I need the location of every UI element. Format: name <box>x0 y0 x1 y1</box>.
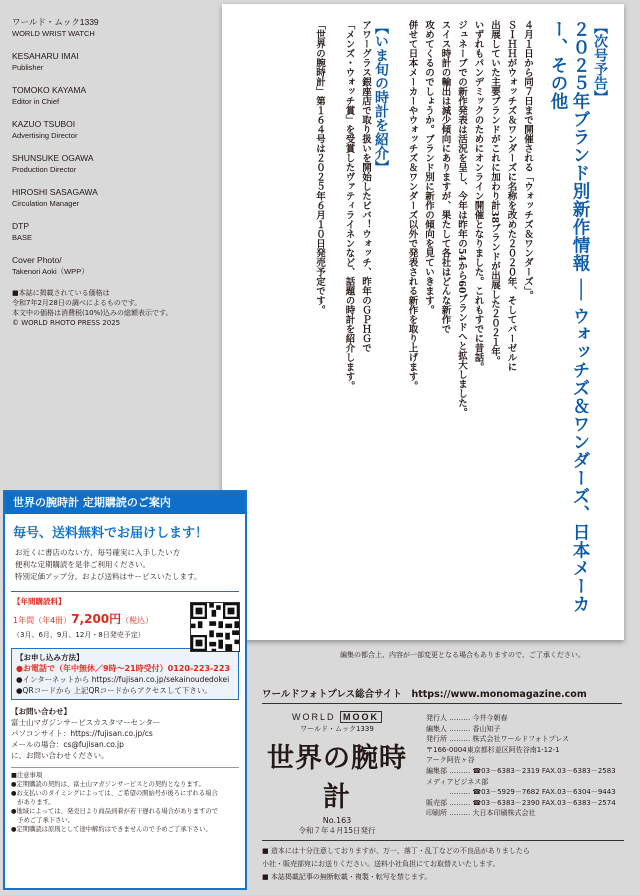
internet-link[interactable]: ●インターネットから https://fujisan.co.jp/sekainoudedokei <box>16 675 230 684</box>
staff-list: 発行人 ……… 今井今朝春 編集人 ……… 香山知子 発行所 ……… 株式会社ワールドフォトプレス 〒166-0004東京都杉並区阿佐谷南1-12-1 アーク阿佐ヶ谷 編集部 ……… ☎03－6383－2319 FAX.03－6383－2583 メディアビジネス部 ……… ☎03－5929－7682 FAX.03－6304－9443 販売部 ……… ☎03－6383－2390 FAX.03－6383－2574 印刷所 ……… 大日本印刷株式会社 <box>426 714 616 818</box>
magazine-title: 世界の腕時計 <box>267 743 407 813</box>
edit-note: 編集の都合上、内容が一部変更となる場合もありますので、ご了承ください。 <box>340 651 585 659</box>
credit-entry: SHUNSUKE OGAWA Production Director <box>12 153 94 174</box>
subscription-headline: 毎号、送料無料でお届けします！ <box>13 526 209 541</box>
credit-entry: KAZUO TSUBOI Advertising Director <box>12 119 78 140</box>
subscription-box: 世界の腕時計 定期購読のご案内 毎号、送料無料でお届けします！ お近くに書店のない方、毎号確実に入手したい方 便利な定期購読を是非ご利用ください。 特別定価アップ分、および送料はサービスいたします。 【年間購読料】 1年間（年4冊）7,200円（税込） （3月、6月、9月、12月・8日発売予定） 【お申し込み方法】 ●お電話で（年中無休／9時〜21時受付）0120-223-223 ●インターネットから https://fujisan.co.jp/sekainoudedokei ●QRコードから 上記QRコードからアクセスして下さい。 【お問い合わせ】 富士山マガジンサービスカスタマーセンター パソコンサイト：https://fujisan.co.jp/cs メールの場合：cs@fujisan.co.jp に、お問い合わせください。 ■注意事項 ●定期購読の契約は、富士山マガジンサービスとの契約となります。 ●お支払いのタイミングによっては、ご希望の開始号が後ろにずれる場合 があります。 ●地域によっては、発売日より商品到着が若干遅れる場合がありますので 予めご了承下さい。 ●定期購読は原則として途中解約はできませんので予めご了承下さい。 <box>3 490 247 890</box>
next-issue-text: 【次号予告】 ２０２５年ブランド別新作情報 ── ウォッチズ＆ワンダーズ、日本メーカー、その他 ４月１日から同７日まで開催される「ウォッチズ＆ワンダーズ」。 ＳＩＨＨがウォッチズ＆ワンダーズに名称を改めた２０２０年、そしてバーゼルに 出展していた主要ブランドがこれに加わり計38ブランドが出展した２０２１年。 いずれもパンデミックのためにオンライン開催となりました。これもすでに昔話。 ジュネーブでの新作発表は活況を呈し、今年は昨年の54から60ブランドへと拡大しました。 スイス時計の輸出は減少傾向にありますが、果たして各社はどんな新作で 攻めてくるのでしょうか。ブランド別に新作の傾向を見ていきます。 併せて日本メーカーやウォッチズ＆ワンダーズ以外で発表される新作を取り上げます。 【いま旬の時計を紹介】 アワーグラス銀座店で取り扱いを開始したビバ！ウォッチ、昨年のＧＰＨＧで 「メンズ・ウォッチ賞」を受賞したヴァティライネンなど、話題の時計を紹介します。 「世界の腕時計」第１６４号は２０２５年６月１０日発売予定です。 <box>313 20 609 620</box>
subscription-title: 世界の腕時計 定期購読のご案内 <box>5 492 245 514</box>
magazine-logo: WORLD MOOK ワールド・ムック1339 世界の腕時計 No.163 令和７年４月15日発行 <box>263 712 411 836</box>
feature-heading: 【いま旬の時計を紹介】 <box>373 20 389 174</box>
fee-line: 1年間（年4冊）7,200円（税込） <box>13 612 154 626</box>
next-issue-card <box>222 4 624 640</box>
footer-notes: ■ 造本には十分注意しておりますが、万一、落丁・乱丁などの不良品がありましたら 小社・販売部宛にお送りください。送料小社負担にてお取替えいたします。 ■ 本誌掲載記事の無断転載・複製・転写を禁じます。 <box>262 840 624 884</box>
cautions: ■注意事項 ●定期購読の契約は、富士山マガジンサービスとの契約となります。 ●お支払いのタイミングによっては、ご希望の開始号が後ろにずれる場合 があります。 ●地域によっては、発売日より商品到着が若干遅れる場合がありますので 予めご了承下さい。 ●定期購読は原則として途中解約はできませんので予めご了承下さい。 <box>11 767 239 834</box>
fee-heading: 【年間購読料】 <box>13 597 66 606</box>
phone-line: ●お電話で（年中無休／9時〜21時受付）0120-223-223 <box>16 664 230 673</box>
credit-entry: HIROSHI SASAGAWA Circulation Manager <box>12 187 98 208</box>
release-note: 「世界の腕時計」第１６４号は２０２５年６月１０日発売予定です。 <box>314 20 325 315</box>
contact-section: 【お問い合わせ】 富士山マガジンサービスカスタマーセンター パソコンサイト：https://fujisan.co.jp/cs メールの場合：cs@fujisan.co.jp に、お問い合わせください。 <box>11 707 161 760</box>
credits-column <box>12 16 212 328</box>
credit-entry: TOMOKO KAYAMA Editor in Chief <box>12 85 87 106</box>
site-banner: ワールドフォトプレス総合サイト https://www.monomagazine.com <box>262 686 622 704</box>
howto-section: 【お申し込み方法】 ●お電話で（年中無休／9時〜21時受付）0120-223-223 ●インターネットから https://fujisan.co.jp/sekainoudedokei ●QRコードから 上記QRコードからアクセスして下さい。 <box>11 648 239 700</box>
credit-entry: Cover Photo/ Takenori Aoki（WPP） <box>12 255 89 276</box>
next-issue-heading: 【次号予告】 <box>592 20 608 104</box>
credit-entry: DTP BASE <box>12 221 33 242</box>
credit-entry: KESAHARU IMAI Publisher <box>12 51 79 72</box>
next-issue-headline: ２０２５年ブランド別新作情報 ── ウォッチズ＆ワンダーズ、日本メーカー、その他 <box>548 20 590 614</box>
qr-code-icon[interactable] <box>190 602 240 652</box>
credit-entry: ワールド・ムック1339 WORLD WRIST WATCH <box>12 17 99 38</box>
price-notes: ■本誌に掲載されている価格は 令和7年2月28日の調べによるものです。 本文中の価格は消費税(10%)込みの総額表示です。 © WORLD RHOTO PRESS 2025 <box>12 289 173 327</box>
site-url[interactable]: https://www.monomagazine.com <box>411 689 587 700</box>
